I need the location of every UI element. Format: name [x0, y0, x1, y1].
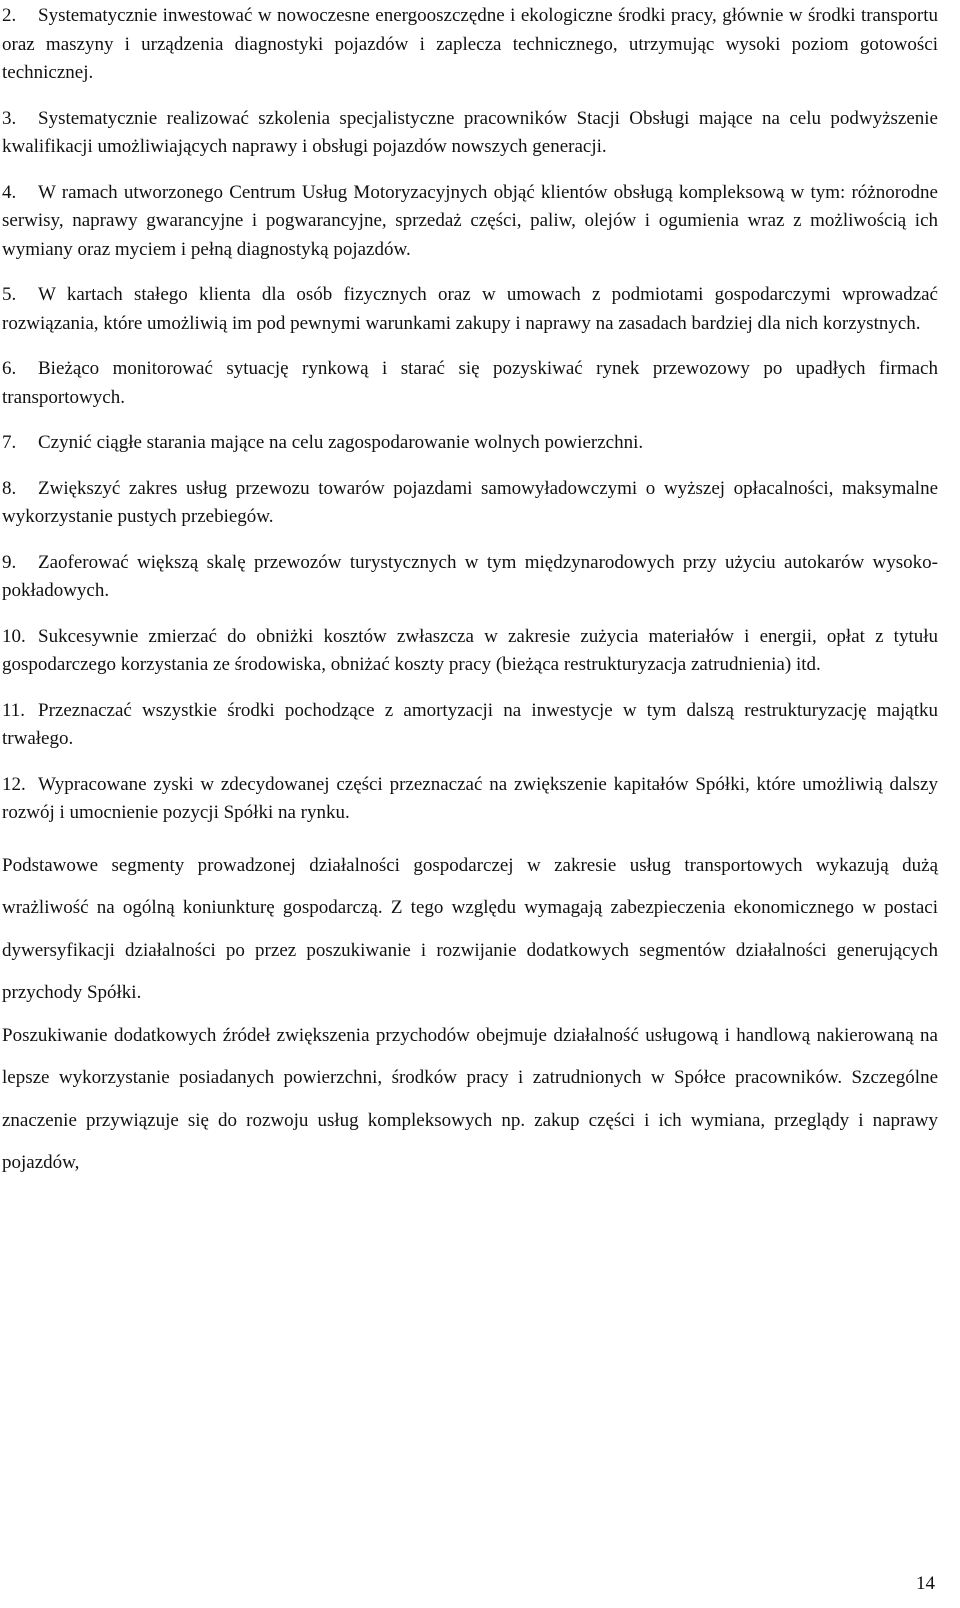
list-item-number: 11.	[2, 699, 26, 721]
body-paragraph-segments: Podstawowe segmenty prowadzonej działalności gospodarczej w zakresie usług transportowych wykazują dużą wrażliwość na ogólną koniunkturę gospodarczą. Z tego względu wymagają zabezpieczenia ekonomicznego w postaci dywersyfikacji działalności po przez poszukiwanie i rozwijanie dodatkowych segmentów działalności generujących przychody Spółki.	[2, 854, 938, 1003]
list-item-number: 2.	[2, 5, 17, 26]
list-item-text: Systematycznie realizować szkolenia specjalistyczne pracowników Stacji Obsługi mające na celu podwyższenie kwalifikacji umożliwiających naprawy i obsługi pojazdów nowszych generacji.	[2, 107, 938, 157]
list-item-text: Systematycznie inwestować w nowoczesne energooszczędne i ekologiczne środki pracy, głównie w środki transportu oraz maszyny i urządzenia diagnostyki pojazdów i zaplecza technicznego, utrzymując wysoki poziom gotowości technicznej.	[2, 5, 938, 83]
body-paragraph-income-sources: Poszukiwanie dodatkowych źródeł zwiększenia przychodów obejmuje działalność usługową i handlową nakierowaną na lepsze wykorzystanie posiadanych powierzchni, środków pracy i zatrudnionych w Spółce pracowników. Szczególne znaczenie przywiązuje się do rozwoju usług kompleksowych np. zakup części i ich wymiana, przeglądy i naprawy pojazdów,	[2, 1024, 938, 1173]
list-item-number: 12.	[2, 773, 26, 795]
list-item	[2, 105, 938, 162]
list-item	[2, 623, 938, 680]
list-item-number: 3.	[2, 107, 17, 129]
list-item	[2, 2, 938, 88]
list-item-number: 4.	[2, 181, 17, 203]
list-item	[2, 281, 938, 338]
list-item-number: 5.	[2, 284, 17, 305]
list-item-number: 10.	[2, 625, 26, 647]
list-item-text: Przeznaczać wszystkie środki pochodzące z amortyzacji na inwestycje w tym dalszą restrukturyzację majątku trwałego.	[2, 699, 938, 749]
list-item	[2, 429, 938, 458]
list-item-number: 7.	[2, 432, 17, 453]
page-number: 14	[916, 1573, 935, 1594]
list-item-text: Zwiększyć zakres usług przewozu towarów pojazdami samowyładowczymi o wyższej opłacalności, maksymalne wykorzystanie pustych przebiegów.	[2, 477, 938, 527]
list-item	[2, 697, 938, 754]
list-item	[2, 355, 938, 412]
list-item-number: 9.	[2, 551, 17, 573]
list-item-text: W ramach utworzonego Centrum Usług Motoryzacyjnych objąć klientów obsługą kompleksową w tym: różnorodne serwisy, naprawy gwarancyjne i pogwarancyjne, sprzedaż części, paliw, olejów i ogumienia wraz z możliwością ich wymiany oraz myciem i pełną diagnostyką pojazdów.	[2, 181, 938, 260]
page-content	[2, 2, 938, 1185]
list-item-text: Sukcesywnie zmierzać do obniżki kosztów zwłaszcza w zakresie zużycia materiałów i energii, opłat z tytułu gospodarczego korzystania ze środowiska, obniżać koszty pracy (bieżąca restrukturyzacja zatrudnienia) itd.	[2, 625, 938, 675]
list-item-text: Zaoferować większą skalę przewozów turystycznych w tym międzynarodowych przy użyciu autokarów wysoko-pokładowych.	[2, 551, 938, 601]
list-item-text: Wypracowane zyski w zdecydowanej części przeznaczać na zwiększenie kapitałów Spółki, które umożliwią dalszy rozwój i umocnienie pozycji Spółki na rynku.	[2, 773, 938, 823]
list-item	[2, 179, 938, 265]
list-item-text: Bieżąco monitorować sytuację rynkową i starać się pozyskiwać rynek przewozowy po upadłych firmach transportowych.	[2, 358, 938, 408]
list-item-number: 6.	[2, 358, 17, 379]
list-item	[2, 549, 938, 606]
list-item-text: Czynić ciągłe starania mające na celu zagospodarowanie wolnych powierzchni.	[38, 432, 644, 453]
list-item	[2, 475, 938, 532]
list-item-text: W kartach stałego klienta dla osób fizycznych oraz w umowach z podmiotami gospodarczymi wprowadzać rozwiązania, które umożliwią im pod pewnymi warunkami zakupy i naprawy na zasadach bardziej dla nich korzystnych.	[2, 284, 938, 334]
list-item	[2, 771, 938, 828]
list-item-number: 8.	[2, 477, 17, 499]
